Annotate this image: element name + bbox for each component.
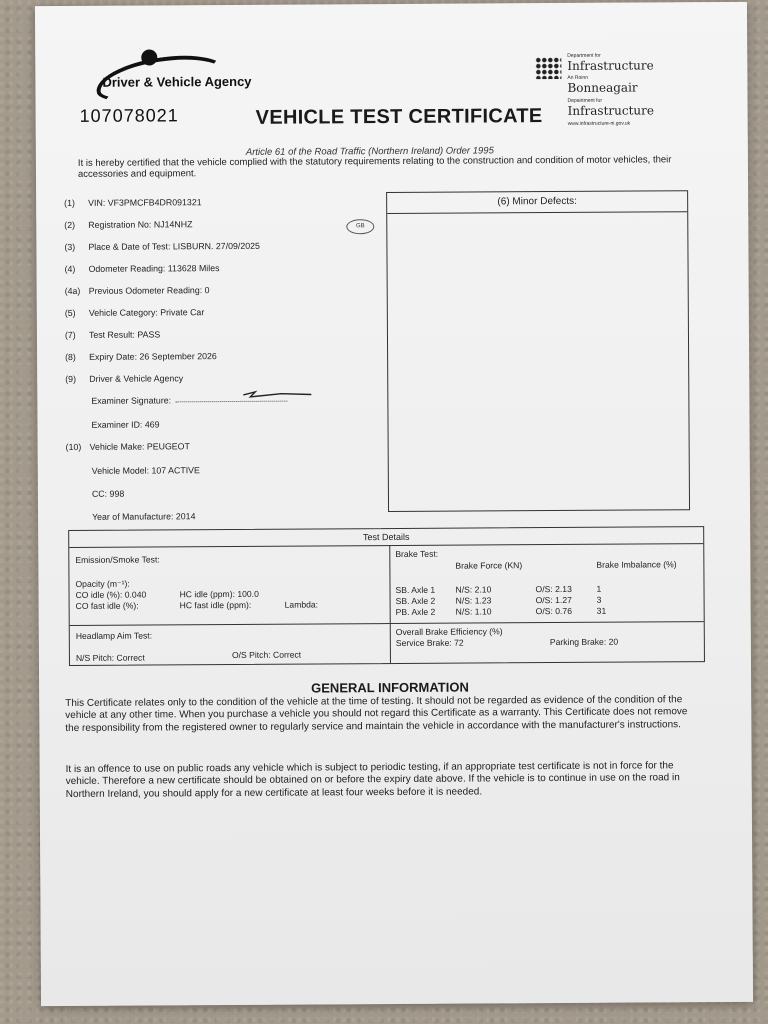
field-expiry: (8) Expiry Date: 26 September 2026 [65, 351, 217, 363]
brake-force-header: Brake Force (KN) [455, 560, 523, 571]
test-result-value: PASS [137, 329, 161, 340]
infra-line3-small: Depairtment fur [567, 97, 603, 104]
brake-row-axle: PB. Axle 2 [395, 606, 436, 617]
infra-line2: Bonneagair [567, 80, 638, 95]
field-year: Year of Manufacture: 2014 [92, 511, 196, 522]
brake-row-ns: N/S: 2.10 [455, 584, 492, 595]
minor-defects-heading: (6) Minor Defects: [387, 191, 687, 214]
brake-row-ns: N/S: 1.23 [455, 595, 492, 606]
page-title: VEHICLE TEST CERTIFICATE [255, 105, 543, 129]
lambda: Lambda: [284, 599, 319, 610]
article-reference: Article 61 of the Road Traffic (Northern Ireland) Order 1995 [245, 145, 494, 158]
certificate-number: 107078021 [79, 105, 179, 126]
hc-idle: HC idle (ppm): 100.0 [179, 588, 259, 600]
co-idle: CO idle (%): 0.040 [75, 589, 147, 600]
brake-row-imbalance: 3 [596, 594, 602, 605]
infrastructure-emblem-icon [535, 57, 561, 79]
parking-brake: Parking Brake: 20 [549, 636, 619, 648]
field-category: (5) Vehicle Category: Private Car [64, 307, 205, 319]
brake-imbalance-header: Brake Imbalance (%) [596, 559, 677, 570]
odometer-value: 113628 Miles [167, 263, 220, 274]
ns-pitch: N/S Pitch: Correct [75, 652, 145, 663]
infra-url: www.infrastructure-ni.gov.uk [567, 120, 631, 127]
field-examiner-signature: Examiner Signature: [91, 395, 287, 406]
brake-row-imbalance: 1 [596, 583, 602, 594]
table-divider [390, 621, 704, 624]
headlamp-heading: Headlamp Aim Test: [75, 630, 153, 641]
expiry-value: 26 September 2026 [139, 351, 217, 362]
certificate-paper [35, 2, 753, 1006]
brake-row-axle: SB. Axle 2 [395, 595, 436, 606]
dva-logo-text: Driver & Vehicle Agency [102, 73, 252, 90]
brake-row-os: O/S: 2.13 [535, 583, 572, 595]
vin-value: VF3PMCFB4DR091321 [107, 197, 202, 208]
table-divider [70, 623, 390, 626]
co-fast-idle: CO fast idle (%): [75, 600, 139, 611]
brake-row-os: O/S: 1.27 [535, 594, 572, 606]
signature-line [175, 401, 287, 403]
brake-row-imbalance: 31 [596, 605, 607, 616]
brake-row-os: O/S: 0.76 [535, 605, 572, 617]
model-value: 107 ACTIVE [151, 465, 200, 476]
brake-efficiency-heading: Overall Brake Efficiency (%) [395, 626, 503, 637]
brake-heading: Brake Test: [395, 548, 439, 559]
test-details-heading: Test Details [69, 527, 703, 548]
field-previous-odometer: (4a) Previous Odometer Reading: 0 [64, 285, 210, 297]
examiner-id-value: 469 [144, 419, 160, 430]
place-date-value: LISBURN. 27/09/2025 [172, 240, 260, 252]
field-examiner-id: Examiner ID: 469 [91, 419, 160, 430]
field-vin: (1) VIN: VF3PMCFB4DR091321 [64, 197, 202, 209]
dva-logo [85, 47, 252, 98]
opacity-label: Opacity (m⁻¹): [75, 578, 130, 589]
field-model: Vehicle Model: 107 ACTIVE [91, 465, 200, 476]
registration-value: NJ14NHZ [153, 219, 193, 230]
previous-odometer-value: 0 [204, 285, 210, 296]
field-registration: (2) Registration No: NJ14NHZ [64, 219, 193, 231]
brake-row-ns: N/S: 1.10 [455, 606, 492, 617]
category-value: Private Car [160, 307, 205, 318]
field-odometer: (4) Odometer Reading: 113628 Miles [64, 263, 220, 275]
infrastructure-logo [535, 50, 665, 131]
service-brake: Service Brake: 72 [395, 637, 464, 648]
field-make: (10) Vehicle Make: PEUGEOT [65, 441, 190, 453]
os-pitch: O/S Pitch: Correct [231, 649, 302, 660]
dva-head-icon [141, 49, 157, 65]
field-place-date: (3) Place & Date of Test: LISBURN. 27/09/2025 [64, 240, 260, 253]
infra-line1-small: Department for [567, 52, 601, 59]
general-information-paragraph-2: It is an offence to use on public roads any vehicle which is subject to periodic testing, if an appropriate test certificate is not in force for the vehicle. Therefore a new certificate should be obtained on or before the expiry date above. If the vehicle is to continue in use on the road in Northern Ireland, you should apply for a new certificate at least four weeks before it is needed. [65, 760, 680, 800]
field-cc: CC: 998 [91, 488, 125, 499]
emission-heading: Emission/Smoke Test: [75, 554, 160, 565]
field-agency: (9) Driver & Vehicle Agency [65, 373, 184, 385]
field-test-result: (7) Test Result: PASS [64, 329, 161, 341]
gb-badge: GB [346, 219, 374, 234]
year-value: 2014 [175, 511, 196, 522]
infra-line2-small: An Roinn [567, 74, 588, 81]
brake-row-axle: SB. Axle 1 [395, 584, 436, 595]
general-information-heading: GENERAL INFORMATION [311, 679, 469, 696]
make-value: PEUGEOT [146, 441, 190, 452]
signature-scribble-icon [241, 388, 321, 400]
certification-statement: It is hereby certified that the vehicle complied with the statutory requirements relating to the construction and condition of motor vehicles, their accessories and equipment. [77, 154, 672, 180]
cc-value: 998 [109, 488, 125, 499]
infra-line3: Infrastructure [567, 103, 655, 118]
infra-line1: Infrastructure [567, 58, 654, 73]
test-details-table [68, 526, 705, 666]
hc-fast-idle: HC fast idle (ppm): [179, 599, 252, 611]
general-information-paragraph-1: This Certificate relates only to the condition of the vehicle at the time of testing. It should not be regarded as evidence of the condition of the vehicle at any other time. When you purchase a vehicle you should not regard this Certificate as a warranty. This Certificate does not remove the responsibility from the registered owner to regularly service and maintain the vehicle in accordance with the manufacturer's instructions. [65, 694, 688, 734]
minor-defects-box [386, 190, 690, 512]
table-divider [389, 545, 391, 663]
